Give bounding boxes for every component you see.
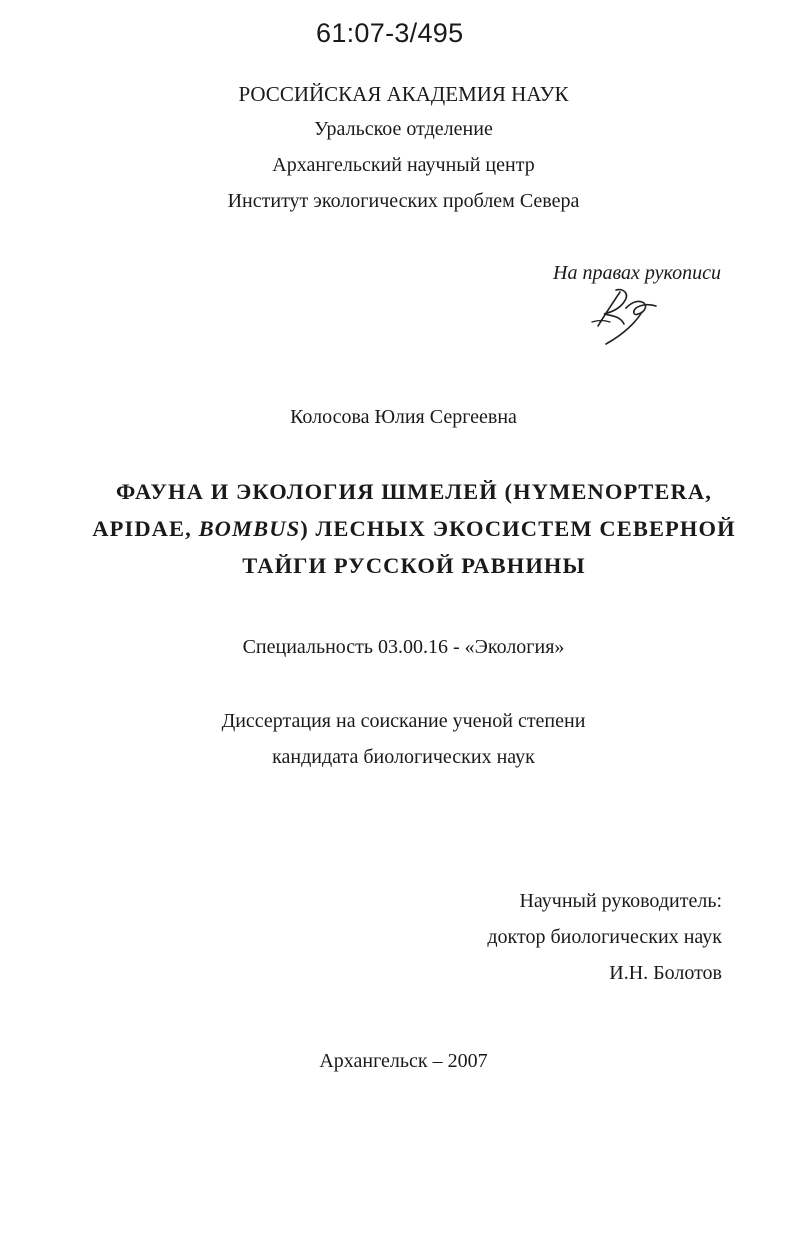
degree-sought: кандидата биологических наук [272, 746, 535, 768]
dissertation-statement: Диссертация на соискание ученой степени [221, 710, 586, 732]
title-line-3: ТАЙГИ РУССКОЙ РАВНИНЫ [242, 553, 586, 578]
title-line-2-end: ) ЛЕСНЫХ ЭКОСИСТЕМ СЕВЕРНОЙ [300, 516, 736, 541]
research-center-name: Архангельский научный центр [272, 154, 535, 176]
academy-name: РОССИЙСКАЯ АКАДЕМИЯ НАУК [238, 82, 569, 106]
title-line-2 [0, 510, 793, 547]
city-year: Архангельск – 2007 [319, 1050, 488, 1072]
manuscript-note: На правах рукописи [553, 262, 721, 284]
specialty: Специальность 03.00.16 - «Экология» [242, 636, 565, 658]
handwritten-signature [590, 286, 662, 348]
branch-name: Уральское отделение [314, 118, 493, 140]
institute-name: Институт экологических проблем Севера [227, 190, 580, 212]
dissertation-title [0, 473, 793, 584]
supervisor-name: И.Н. Болотов [609, 962, 722, 984]
title-line-2-start: APIDAE, [92, 516, 199, 541]
title-genus-italic: BOMBUS [198, 516, 301, 541]
title-line-1: ФАУНА И ЭКОЛОГИЯ ШМЕЛЕЙ (HYMENOPTERA, [116, 479, 712, 504]
supervisor-label: Научный руководитель: [519, 890, 722, 912]
supervisor-degree: доктор биологических наук [487, 926, 722, 948]
author-name: Колосова Юлия Сергеевна [290, 406, 517, 428]
catalog-number: 61:07-3/495 [316, 18, 464, 48]
